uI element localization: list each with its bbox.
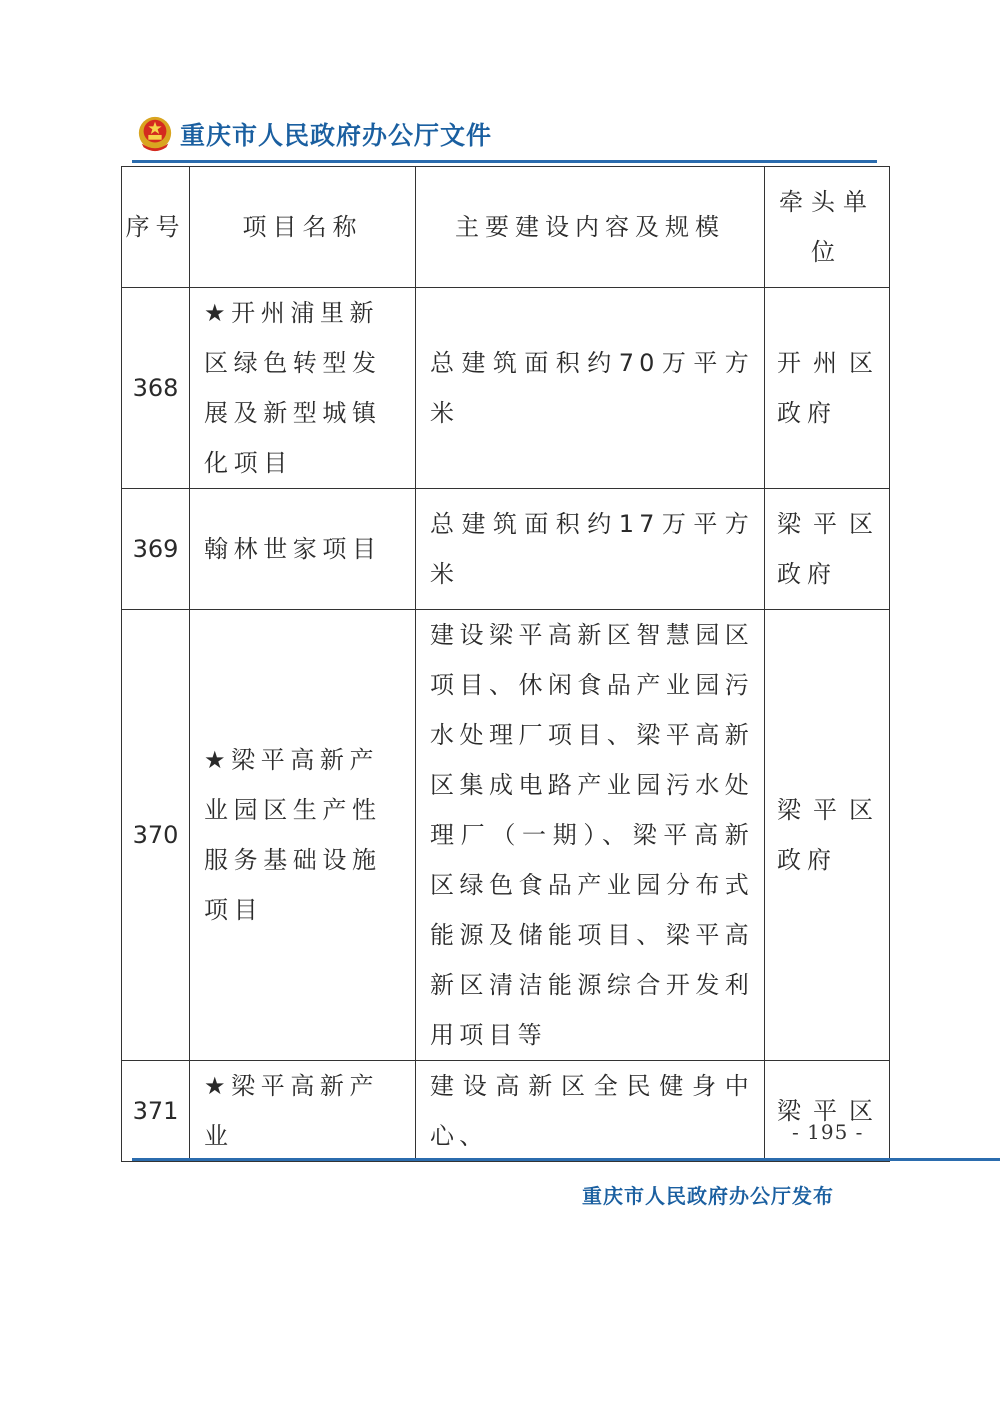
lead-unit-line: 政府 <box>777 399 837 427</box>
table-row <box>122 1061 890 1162</box>
lead-unit <box>765 1061 890 1162</box>
lead-unit <box>765 489 890 610</box>
project-content: 总建筑面积约17万平方米 <box>416 489 765 610</box>
lead-unit-line: 梁平区 <box>777 1097 879 1125</box>
project-content: 建设梁平高新区智慧园区项目、休闲食品产业园污水处理厂项目、梁平高新区集成电路产业园污水处理厂（一期）、梁平高新区绿色食品产业园分布式能源及储能项目、梁平高新区清洁能源综合开发利用项目等 <box>416 610 765 1061</box>
lead-unit-line: 政府 <box>777 560 837 588</box>
lead-unit <box>765 288 890 489</box>
lead-unit-line: 梁平区 <box>777 510 879 538</box>
project-content: 建设高新区全民健身中心、 <box>416 1061 765 1162</box>
row-number: 371 <box>122 1061 190 1162</box>
document-header <box>136 112 492 156</box>
project-content: 总建筑面积约70万平方米 <box>416 288 765 489</box>
lead-unit-line: 梁平区 <box>777 796 879 824</box>
project-name: 翰林世家项目 <box>190 489 416 610</box>
page-number: - 195 - <box>792 1120 864 1144</box>
table-header-row <box>122 167 890 288</box>
header-divider <box>132 160 877 163</box>
header-cell-org: 牵头单位 <box>765 167 890 288</box>
table-row <box>122 288 890 489</box>
project-table <box>121 166 890 1162</box>
header-cell-no: 序号 <box>122 167 190 288</box>
header-cell-content: 主要建设内容及规模 <box>416 167 765 288</box>
lead-unit <box>765 610 890 1061</box>
project-name: ★梁平高新产业园区生产性服务基础设施项目 <box>190 610 416 1061</box>
footer-publisher: 重庆市人民政府办公厅发布 <box>582 1184 834 1208</box>
header-title: 重庆市人民政府办公厅文件 <box>180 121 493 150</box>
project-name: ★开州浦里新区绿色转型发展及新型城镇化项目 <box>190 288 416 489</box>
row-number: 369 <box>122 489 190 610</box>
footer-divider <box>132 1158 1000 1161</box>
row-number: 370 <box>122 610 190 1061</box>
table-row <box>122 489 890 610</box>
table-row <box>122 610 890 1061</box>
lead-unit-line: 政府 <box>777 846 837 874</box>
project-name: ★梁平高新产业 <box>190 1061 416 1162</box>
national-emblem-icon <box>136 115 174 153</box>
header-cell-name: 项目名称 <box>190 167 416 288</box>
lead-unit-line: 开州区 <box>777 349 879 377</box>
row-number: 368 <box>122 288 190 489</box>
